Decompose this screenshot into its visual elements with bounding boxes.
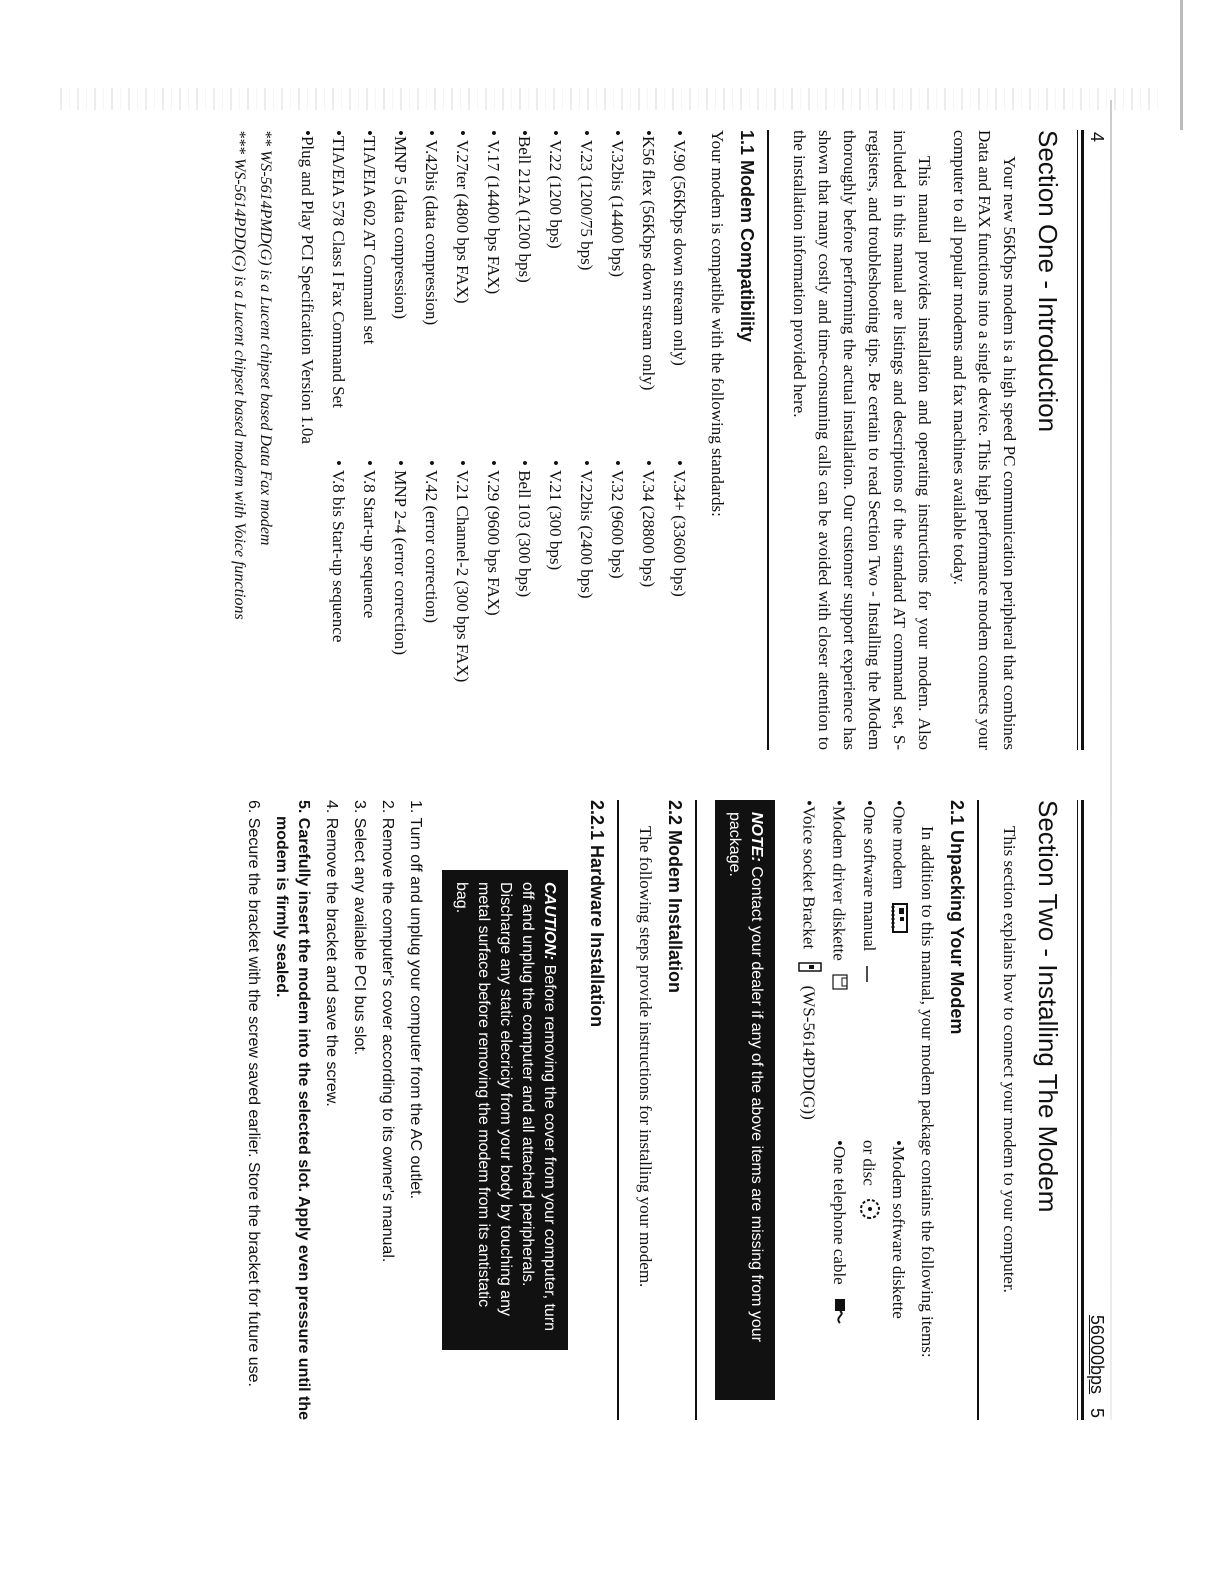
modem-card-icon <box>885 902 912 936</box>
caution-box: CAUTION: Before removing the cover from your computer, turn off and unplug the computer and all attached peripherals. Discharge any static elecriciy from your body by touching any metal surface before removing the modem from its antistatic bag. <box>442 870 568 1350</box>
list-item: 2. Remove the computer's cover according to its owner's manual. <box>379 800 396 1263</box>
telephone-cable-icon <box>827 1297 848 1325</box>
list-item: • V.42bis (data compression) • V.42 (error correction) <box>422 130 442 623</box>
list-item: • V.32bis (14400 bps) • V.32 (9600 bps) <box>608 130 628 579</box>
scan-noise-top <box>60 88 1160 110</box>
manual-icon <box>857 964 877 984</box>
section-intro: This section explains how to connect your modem to your computer. <box>1000 826 1019 1293</box>
list-item: 5. Carefully insert the modem into the selected slot. Apply even pressure until the modem is firmly sealed. <box>273 800 312 1420</box>
page-header <box>1081 130 1110 750</box>
install-intro: The following steps provide instructions for installing your modem. <box>636 826 655 1288</box>
compat-heading: 1.1 Modem Compatibility <box>737 130 757 343</box>
list-item: 6. Secure the bracket with the screw saved earlier. Store the bracket for future use. <box>245 800 262 1387</box>
list-item: •One software manual or disc <box>853 800 883 1420</box>
disc-icon <box>855 1198 882 1220</box>
page-number: 4 <box>1087 132 1107 143</box>
bracket-icon <box>793 961 824 973</box>
page-5 <box>110 800 1110 1420</box>
footnote-1: ** WS-5614PMD(G) is a Lucent chipset based Data Fax modem <box>257 130 274 546</box>
list-item: • V.22 (1200 bps) • V.21 (300 bps) <box>546 130 566 571</box>
page-header <box>1081 800 1110 1420</box>
intro-paragraph-1: Your new 56Kbps modem is a high speed PC communication peripheral that combines Data and FAX functions into a single device. This high performance modem connects your computer to all popular modems and fax machines available today. <box>950 130 1019 750</box>
hardware-heading: 2.2.1 Hardware Installation <box>587 800 607 1028</box>
unpack-intro: In addition to this manual, your modem package contains the following items: <box>918 826 937 1358</box>
intro-paragraph-2: This manual provides installation and operating instructions for your modem. Also included in this manual are listings and descriptions of the standard AT command set, S-registers, and troubleshooting tips. Be certain to read Section Two - Installing the Modem thoroughly before performing the actual installation. Our customer support experience has shown that many costly and time-consuming calls can be avoided with closer attention to the installation information provided here. <box>790 130 934 750</box>
compat-intro: Your modem is compatible with the following standards: <box>708 130 727 517</box>
scan-edge-mark <box>1180 0 1183 130</box>
list-item: •Voice socket Bracket (WS-5614PDD(G)) <box>793 800 823 1420</box>
package-items <box>793 800 913 1420</box>
list-item: •Plug and Play PCI Specification Version 1.0a <box>298 130 318 444</box>
install-heading: 2.2 Modem Installation <box>665 800 685 994</box>
list-item: • V.27ter (4800 bps FAX) • V.21 Channel-2 (300 bps FAX) <box>453 130 473 683</box>
unpack-heading: 2.1 Unpacking Your Modem <box>947 800 967 1035</box>
list-item: •K56 flex (56Kbps down stream only) • V.34 (28800 bps) <box>639 130 659 588</box>
install-steps <box>242 800 426 1420</box>
footnotes <box>222 130 274 750</box>
running-title: 56000bps <box>1087 1314 1107 1394</box>
list-item: 4. Remove the bracket and save the screw. <box>323 800 340 1107</box>
page-number: 5 <box>1087 1407 1107 1418</box>
list-item: 1. Turn off and unplug your computer from the AC outlet. <box>407 800 424 1200</box>
note-box: NOTE: Contact your dealer if any of the above items are missing from your package. <box>715 800 775 1400</box>
diskette-icon <box>827 973 850 991</box>
list-item: • V.23 (1200/75 bps) • V.22bis (2400 bps) <box>577 130 597 599</box>
manual-spread <box>10 130 1110 1430</box>
list-item: •TIA/EIA 602 AT Commanl set • V.8 Start-up sequence <box>360 130 380 619</box>
footnote-2: *** WS-5614PDD(G) is a Lucent chipset based modem with Voice functions <box>231 130 248 620</box>
list-item: •Modem driver diskette •One telephone cable <box>823 800 853 1420</box>
list-item: •MNP 5 (data compression) • MNP 2-4 (error correction) <box>391 130 411 656</box>
list-item: • V.17 (14400 bps FAX) • V.29 (9600 bps FAX) <box>484 130 504 616</box>
list-item: •Bell 212A (1200 bps) • Bell 103 (300 bps) <box>515 130 535 598</box>
section-title: Section One - Introduction <box>1033 130 1063 433</box>
list-item: • V.90 (56Kbps down stream only) • V.34+ (33600 bps) <box>670 130 690 597</box>
page-4 <box>110 130 1110 750</box>
list-item: 3. Select any available PCI bus slot. <box>351 800 368 1056</box>
section-title: Section Two - Installing The Modem <box>1033 800 1063 1213</box>
list-item: •TIA/EIA 578 Class I Fax Command Set • V.8 bis Start-up sequence <box>329 130 349 643</box>
page-fold <box>1110 100 1112 1420</box>
standards-list <box>292 130 695 750</box>
list-item: •One modem •Modem software diskette <box>883 800 913 1420</box>
